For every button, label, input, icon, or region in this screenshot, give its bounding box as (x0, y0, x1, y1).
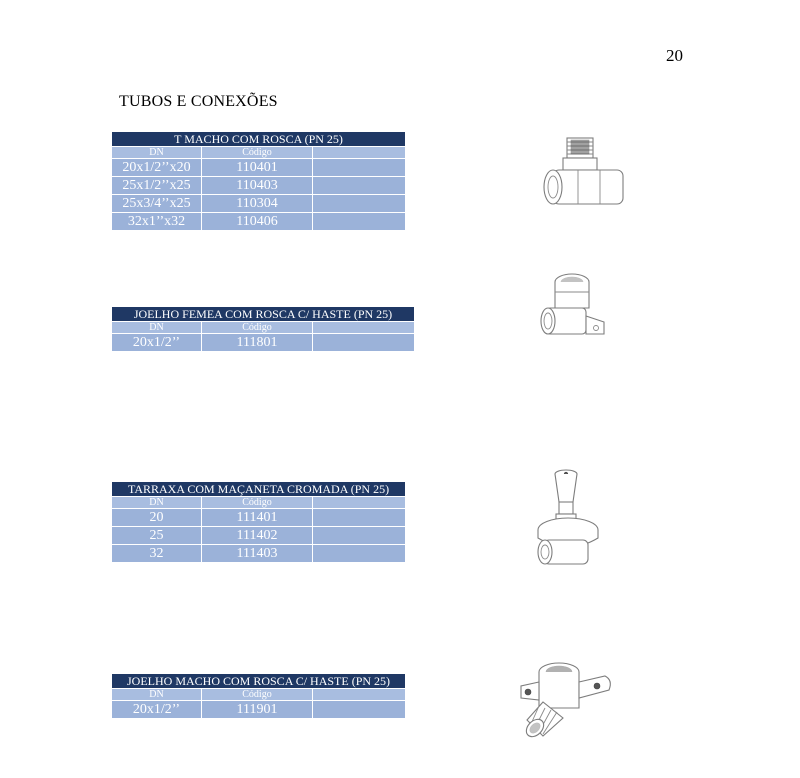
code-cell: 110403 (202, 177, 313, 195)
code-cell: 111401 (202, 509, 313, 527)
dn-cell: 32 (112, 545, 202, 563)
column-header-dn: DN (112, 147, 202, 159)
column-header-dn: DN (112, 322, 202, 334)
empty-cell (313, 177, 406, 195)
table-title: TARRAXA COM MAÇANETA CROMADA (PN 25) (112, 482, 406, 497)
product-table-t-macho (111, 131, 406, 231)
product-table-tarraxa (111, 481, 406, 563)
column-header-dn: DN (112, 497, 202, 509)
dn-cell: 25 (112, 527, 202, 545)
empty-cell (313, 213, 406, 231)
code-cell: 110304 (202, 195, 313, 213)
product-table-joelho-femea (111, 306, 415, 352)
empty-cell (313, 195, 406, 213)
code-cell: 110401 (202, 159, 313, 177)
table-row (112, 527, 406, 545)
column-header-empty (313, 147, 406, 159)
section-title: TUBOS E CONEXÕES (119, 93, 278, 110)
dn-cell: 25x1/2’’x25 (112, 177, 202, 195)
column-header-code: Código (202, 147, 313, 159)
code-cell: 111801 (202, 334, 313, 352)
table-row (112, 177, 406, 195)
column-header-code: Código (202, 689, 313, 701)
table-title: JOELHO MACHO COM ROSCA C/ HASTE (PN 25) (112, 674, 406, 689)
dn-cell: 20 (112, 509, 202, 527)
dn-cell: 20x1/2’’x20 (112, 159, 202, 177)
table-row (112, 545, 406, 563)
product-table-joelho-macho (111, 673, 406, 719)
empty-cell (313, 334, 415, 352)
table-row (112, 334, 415, 352)
empty-cell (313, 509, 406, 527)
code-cell: 111901 (202, 701, 313, 719)
empty-cell (313, 701, 406, 719)
column-header-empty (313, 322, 415, 334)
table-row (112, 195, 406, 213)
dn-cell: 25x3/4’’x25 (112, 195, 202, 213)
column-header-empty (313, 689, 406, 701)
empty-cell (313, 527, 406, 545)
table-row (112, 159, 406, 177)
dn-cell: 20x1/2’’ (112, 701, 202, 719)
empty-cell (313, 159, 406, 177)
table-row (112, 213, 406, 231)
code-cell: 111402 (202, 527, 313, 545)
table-title: JOELHO FEMEA COM ROSCA C/ HASTE (PN 25) (112, 307, 415, 322)
joelho-macho-icon (513, 656, 617, 742)
column-header-code: Código (202, 497, 313, 509)
code-cell: 110406 (202, 213, 313, 231)
column-header-empty (313, 497, 406, 509)
dn-cell: 20x1/2’’ (112, 334, 202, 352)
column-header-code: Código (202, 322, 313, 334)
tarraxa-icon (528, 466, 606, 572)
table-title: T MACHO COM ROSCA (PN 25) (112, 132, 406, 147)
joelho-femea-icon (538, 270, 612, 344)
column-header-dn: DN (112, 689, 202, 701)
t-macho-com-rosca-icon (538, 136, 628, 212)
code-cell: 111403 (202, 545, 313, 563)
dn-cell: 32x1’’x32 (112, 213, 202, 231)
empty-cell (313, 545, 406, 563)
table-row (112, 509, 406, 527)
page-number: 20 (666, 46, 683, 65)
table-row (112, 701, 406, 719)
